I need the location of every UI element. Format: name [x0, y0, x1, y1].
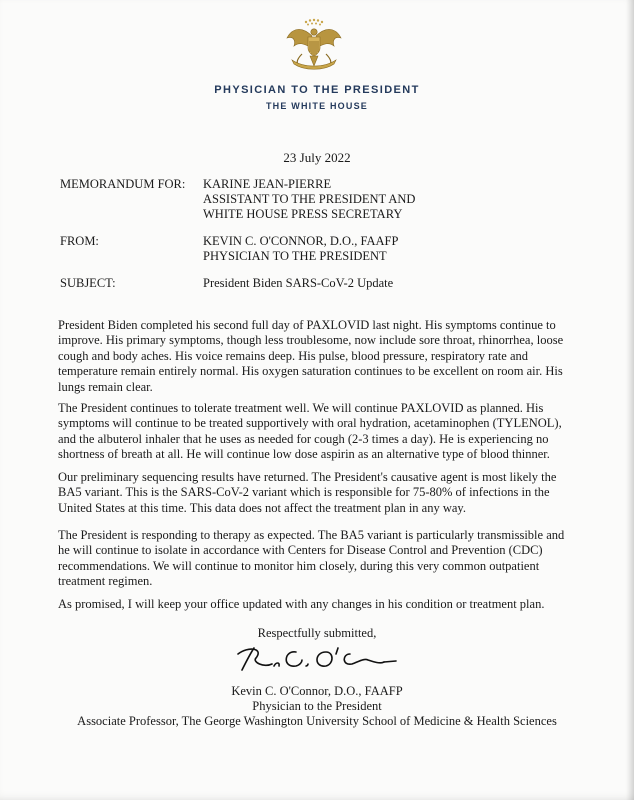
letterhead-subtitle: THE WHITE HOUSE — [265, 101, 368, 111]
signer-affiliation: Associate Professor, The George Washington University School of Medicine & Health Sciences — [77, 714, 557, 728]
handwritten-signature — [234, 640, 404, 678]
memo-for-label: MEMORANDUM FOR: — [60, 177, 186, 191]
page-edge-shadow — [626, 0, 634, 800]
memo-from-line: PHYSICIAN TO THE PRESIDENT — [203, 249, 387, 263]
body-paragraph-treatment: The President continues to tolerate treatment well. We will continue PAXLOVID as planned. His symptoms will continue to be treated supportively with oral hydration, acetaminophen (TYLENOL), and the albuterol inhaler that he uses as needed for cough (2-3 times a day). He is experiencing no shortness of breath at all. He will continue low dose aspirin as an alternative type of blood thinner. — [58, 401, 562, 462]
memo-from-label: FROM: — [60, 234, 99, 248]
signer-name: Kevin C. O'Connor, D.O., FAAFP — [231, 684, 403, 698]
memo-for-line: ASSISTANT TO THE PRESIDENT AND — [203, 192, 416, 206]
memo-subject-value: President Biden SARS-CoV-2 Update — [203, 276, 394, 290]
memo-date: 23 July 2022 — [283, 150, 351, 165]
signer-title: Physician to the President — [252, 699, 382, 713]
body-paragraph-symptoms: President Biden completed his second full day of PAXLOVID last night. His symptoms continue to improve. His primary symptoms, though less troublesome, now include sore throat, rhinorrhea, loose cough and body aches. His voice remains deep. His pulse, blood pressure, respiratory rate and temperature remain entirely normal. His oxygen saturation continues to be excellent on room air. His lungs remain clear. — [58, 318, 564, 394]
presidential-seal-icon — [284, 16, 344, 72]
body-paragraph-sequencing: Our preliminary sequencing results have returned. The President's causative agent is most likely the BA5 variant. This is the SARS-CoV-2 variant which is responsible for 75-80% of infections in the United States at this time. This data does not affect the treatment plan in any way. — [58, 470, 557, 515]
body-paragraph-isolation: The President is responding to therapy as expected. The BA5 variant is particularly transmissible and he will continue to isolate in accordance with Centers for Disease Control and Prevention (CDC) recommendations. We will continue to monitor him closely, during this very common outpatient treatment regimen. — [58, 528, 565, 589]
memo-subject-label: SUBJECT: — [60, 276, 116, 290]
memo-from-sender — [203, 234, 398, 264]
memo-for-recipient — [203, 177, 415, 222]
body-paragraph-updates: As promised, I will keep your office updated with any changes in his condition or treatment plan. — [58, 597, 545, 611]
memo-from-line: KEVIN C. O'CONNOR, D.O., FAAFP — [203, 234, 399, 248]
letterhead-title: PHYSICIAN TO THE PRESIDENT — [214, 84, 420, 96]
memo-for-line: KARINE JEAN-PIERRE — [203, 177, 332, 191]
closing-text: Respectfully submitted, — [257, 626, 377, 640]
memo-for-line: WHITE HOUSE PRESS SECRETARY — [203, 207, 403, 221]
